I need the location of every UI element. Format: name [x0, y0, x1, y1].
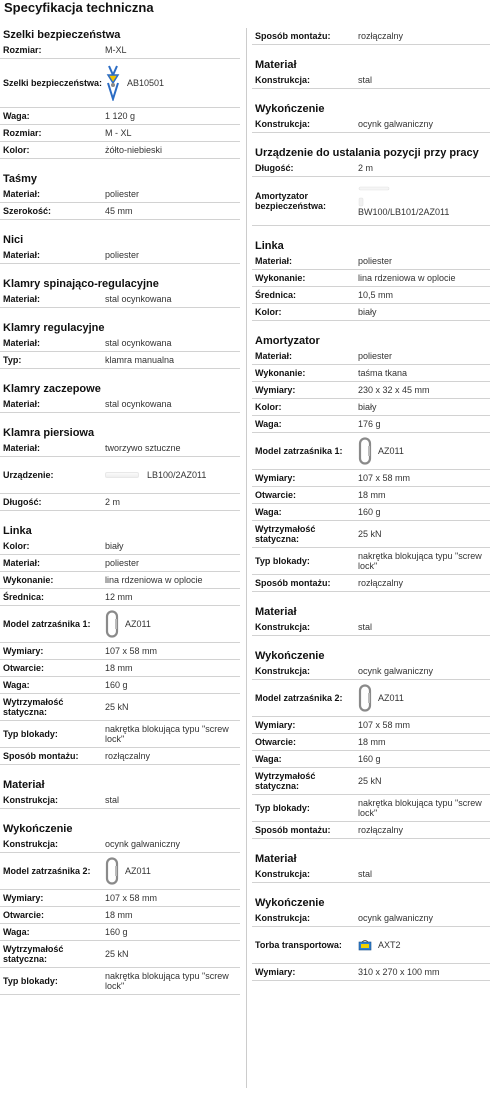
spec-row-konstrukcja [252, 72, 490, 89]
spec-label: Szerokość: [3, 206, 52, 216]
spec-row-otwarcie [0, 660, 240, 677]
spec-row-rozmiar [0, 125, 240, 142]
spec-value: 25 kN [358, 529, 382, 539]
spec-value [105, 610, 240, 638]
spec-row-otwarcie [252, 487, 490, 504]
spec-row-wymiary [252, 470, 490, 487]
spec-row-wymiary [252, 717, 490, 734]
section-title: Taśmy [3, 173, 38, 185]
spec-label: Materiał: [3, 189, 41, 199]
spec-label: Typ blokady: [3, 976, 58, 986]
spec-value: 310 x 270 x 100 mm [358, 967, 440, 977]
spec-label: Urządzenie: [3, 470, 54, 480]
section-title: Materiał [255, 59, 297, 71]
column-divider [246, 28, 247, 1088]
spec-label: Wymiary: [255, 967, 296, 977]
spec-value: biały [105, 541, 124, 551]
spec-label: Waga: [3, 927, 30, 937]
spec-row-srednica [252, 287, 490, 304]
spec-value: stal ocynkowana [105, 399, 172, 409]
spec-value: ocynk galwaniczny [358, 666, 434, 676]
spec-value-text: AZ011 [378, 446, 404, 456]
spec-label: Typ blokady: [3, 729, 58, 739]
right-column [252, 28, 490, 981]
section-straps [0, 172, 240, 220]
spec-value [358, 437, 490, 465]
spec-value: klamra manualna [105, 355, 175, 365]
carabiner-icon [105, 610, 119, 638]
absorber-product-icon [358, 185, 443, 207]
spec-label: Materiał: [3, 294, 41, 304]
spec-label: Rozmiar: [3, 128, 42, 138]
spec-label: Wymiary: [255, 385, 296, 395]
spec-value: 160 g [105, 680, 128, 690]
spec-row-wymiary [0, 890, 240, 907]
spec-value: 160 g [358, 754, 381, 764]
spec-label: Wykonanie: [3, 575, 54, 585]
spec-value: nakrętka blokująca typu "screw lock" [105, 724, 229, 744]
spec-label: Wytrzymałość statyczna: [3, 944, 64, 964]
spec-value-text: AZ011 [125, 866, 151, 876]
spec-value: ocynk galwaniczny [358, 913, 434, 923]
spec-label: Waga: [255, 419, 282, 429]
spec-value: rozłączalny [105, 751, 151, 761]
spec-value: 2 m [358, 163, 374, 173]
spec-label: Konstrukcja: [255, 622, 311, 632]
spec-value: 176 g [358, 419, 381, 429]
spec-value [358, 185, 490, 217]
spec-label: Kolor: [255, 307, 282, 317]
spec-label: Typ: [3, 355, 22, 365]
spec-label: Długość: [3, 497, 42, 507]
spec-value: 25 kN [358, 776, 382, 786]
section-title: Nici [3, 234, 24, 246]
spec-label: Waga: [255, 754, 282, 764]
spec-row-wykonanie [252, 270, 490, 287]
spec-label: Sposób montażu: [255, 825, 331, 835]
spec-label: Materiał: [3, 443, 41, 453]
spec-value-text: AZ011 [378, 693, 404, 703]
spec-row-szerokosc [0, 203, 240, 220]
section-finish [0, 822, 240, 995]
spec-row-model-zatrzasnika-2 [252, 680, 490, 717]
section-title: Amortyzator [255, 335, 320, 347]
spec-row-material [0, 396, 240, 413]
spec-row-typ-blokady [0, 721, 240, 748]
spec-row-dlugosc [0, 494, 240, 511]
section-title: Wykończenie [255, 103, 325, 115]
spec-label: Wykonanie: [255, 273, 306, 283]
section-title: Urządzenie do ustalania pozycji przy pracy [255, 147, 479, 159]
spec-row-material [0, 186, 240, 203]
spec-value: stal [358, 869, 373, 879]
carabiner-icon [358, 684, 372, 712]
spec-value: 107 x 58 mm [105, 893, 158, 903]
spec-row-otwarcie [0, 907, 240, 924]
section-title: Wykończenie [255, 897, 325, 909]
spec-value: stal [105, 795, 120, 805]
spec-row-material [252, 348, 490, 365]
section-title: Materiał [3, 779, 45, 791]
section-material2 [252, 605, 490, 636]
spec-value: stal [358, 622, 373, 632]
spec-label: Otwarcie: [255, 490, 297, 500]
spec-value: nakrętka blokująca typu "screw lock" [358, 551, 482, 571]
spec-label: Model zatrzaśnika 1: [255, 446, 343, 456]
spec-value: rozłączalny [358, 578, 404, 588]
spec-value: ocynk galwaniczny [358, 119, 434, 129]
spec-value: M-XL [105, 45, 127, 55]
spec-value: 160 g [358, 507, 381, 517]
section-finish2 [252, 649, 490, 839]
spec-value: 18 mm [105, 663, 133, 673]
spec-label: Materiał: [255, 351, 293, 361]
spec-row-waga [252, 751, 490, 768]
spec-value: biały [358, 402, 377, 412]
section-title: Klamry spinająco-regulacyjne [3, 278, 159, 290]
spec-label: Materiał: [255, 256, 293, 266]
spec-value: żółto-niebieski [105, 145, 163, 155]
spec-label: Sposób montażu: [3, 751, 79, 761]
spec-label: Waga: [3, 111, 30, 121]
spec-label: Rozmiar: [3, 45, 42, 55]
spec-value: 107 x 58 mm [105, 646, 158, 656]
spec-row-typ-blokady [0, 968, 240, 995]
section-positioning [252, 146, 490, 226]
spec-value: 230 x 32 x 45 mm [358, 385, 430, 395]
spec-value-text: LB100/2AZ011 [147, 470, 207, 480]
section-title: Klamry zaczepowe [3, 383, 101, 395]
spec-row-material [0, 291, 240, 308]
spec-value: 1 120 g [105, 111, 136, 121]
spec-row-otwarcie [252, 734, 490, 751]
spec-value: tworzywo sztuczne [105, 443, 181, 453]
spec-label: Wymiary: [3, 893, 44, 903]
spec-label: Otwarcie: [255, 737, 297, 747]
carabiner-icon [105, 857, 119, 885]
spec-label: Kolor: [3, 145, 30, 155]
section-chest [0, 426, 240, 511]
spec-label: Otwarcie: [3, 910, 45, 920]
spec-label: Amortyzator bezpieczeństwa: [255, 191, 327, 211]
spec-row-waga [252, 416, 490, 433]
spec-label: Otwarcie: [3, 663, 45, 673]
section-finish1 [252, 102, 490, 133]
section-rope [0, 524, 240, 765]
page-title: Specyfikacja techniczna [4, 0, 154, 15]
section-rope [252, 239, 490, 321]
spec-label: Konstrukcja: [3, 795, 59, 805]
spec-row-waga [0, 108, 240, 125]
spec-row-konstrukcja [252, 910, 490, 927]
section-buckles_adj [0, 277, 240, 308]
spec-value-text: AZ011 [125, 619, 151, 629]
spec-row-wytrzymalosc-statyczna [252, 521, 490, 548]
spec-value: poliester [105, 189, 140, 199]
spec-row-szelki-bezpieczenstwa [0, 59, 240, 108]
harness-product-icon [105, 65, 121, 101]
spec-value [358, 939, 490, 951]
spec-value: lina rdzeniowa w oplocie [105, 575, 203, 585]
section-absorber [252, 334, 490, 592]
spec-value: stal [358, 75, 373, 85]
spec-row-material [252, 253, 490, 270]
spec-label: Materiał: [3, 338, 41, 348]
section-title: Szelki bezpieczeństwa [3, 29, 121, 41]
spec-label: Materiał: [3, 250, 41, 260]
spec-value: biały [358, 307, 377, 317]
spec-row-model-zatrzasnika-1 [252, 433, 490, 470]
spec-value: 107 x 58 mm [358, 473, 411, 483]
section-title: Klamra piersiowa [3, 427, 95, 439]
spec-value: poliester [105, 558, 140, 568]
spec-value: stal ocynkowana [105, 294, 172, 304]
spec-value: poliester [358, 351, 393, 361]
section-title: Klamry regulacyjne [3, 322, 105, 334]
spec-row-sposob-montazu [252, 822, 490, 839]
spec-label: Średnica: [3, 592, 45, 602]
spec-value [105, 65, 240, 101]
spec-value [105, 470, 240, 480]
spec-value: 2 m [105, 497, 121, 507]
spec-row-material [0, 555, 240, 572]
spec-value: 18 mm [358, 490, 386, 500]
spec-row-typ-blokady [252, 795, 490, 822]
spec-row-kolor [252, 304, 490, 321]
spec-value: 25 kN [105, 702, 129, 712]
spec-row-wymiary [252, 382, 490, 399]
spec-label: Wymiary: [255, 720, 296, 730]
spec-label: Wykonanie: [255, 368, 306, 378]
spec-label: Model zatrzaśnika 1: [3, 619, 91, 629]
spec-label: Wymiary: [3, 646, 44, 656]
spec-label: Konstrukcja: [255, 869, 311, 879]
spec-label: Wymiary: [255, 473, 296, 483]
spec-label: Długość: [255, 163, 294, 173]
spec-row-material [0, 247, 240, 264]
spec-row-material [0, 440, 240, 457]
spec-row-wykonanie [252, 365, 490, 382]
spec-row-model-zatrzasnika-2 [0, 853, 240, 890]
spec-row-wytrzymalosc-statyczna [0, 694, 240, 721]
spec-row-kolor [0, 538, 240, 555]
spec-row-amortyzator-bezpieczenstwa [252, 177, 490, 226]
spec-value: 107 x 58 mm [358, 720, 411, 730]
spec-value-text: AXT2 [378, 940, 401, 950]
spec-value: stal ocynkowana [105, 338, 172, 348]
spec-row-kolor [252, 399, 490, 416]
section-buckles_reg [0, 321, 240, 369]
spec-label: Średnica: [255, 290, 297, 300]
section-threads [0, 233, 240, 264]
spec-value: 12 mm [105, 592, 133, 602]
spec-label: Typ blokady: [255, 803, 310, 813]
spec-row-material [0, 335, 240, 352]
section-material3 [252, 852, 490, 883]
left-column [0, 28, 240, 995]
spec-value: nakrętka blokująca typu "screw lock" [105, 971, 229, 991]
spec-row-konstrukcja [252, 663, 490, 680]
spec-label: Sposób montażu: [255, 31, 331, 41]
section-harness [0, 28, 240, 159]
spec-row-konstrukcja [0, 836, 240, 853]
spec-row-wytrzymalosc-statyczna [252, 768, 490, 795]
spec-value: 45 mm [105, 206, 133, 216]
spec-row-konstrukcja [0, 792, 240, 809]
spec-value: M - XL [105, 128, 132, 138]
spec-value: 10,5 mm [358, 290, 394, 300]
spec-label: Konstrukcja: [3, 839, 59, 849]
section-buckles_hook [0, 382, 240, 413]
spec-label: Torba transportowa: [255, 940, 342, 950]
spec-label: Wytrzymałość statyczna: [255, 771, 316, 791]
section-top [252, 28, 490, 45]
section-title: Linka [3, 525, 32, 537]
spec-label: Kolor: [3, 541, 30, 551]
section-material1 [252, 58, 490, 89]
carabiner-icon [358, 437, 372, 465]
spec-value: 160 g [105, 927, 128, 937]
spec-row-konstrukcja [252, 619, 490, 636]
spec-label: Konstrukcja: [255, 75, 311, 85]
spec-value [105, 857, 240, 885]
section-material [0, 778, 240, 809]
section-title: Wykończenie [3, 823, 73, 835]
spec-row-sposob-montazu [252, 28, 490, 45]
spec-label: Konstrukcja: [255, 666, 311, 676]
spec-row-wykonanie [0, 572, 240, 589]
spec-label: Sposób montażu: [255, 578, 331, 588]
spec-row-rozmiar [0, 42, 240, 59]
spec-value: 25 kN [105, 949, 129, 959]
spec-label: Wytrzymałość statyczna: [3, 697, 64, 717]
spec-label: Konstrukcja: [255, 913, 311, 923]
bag-product-icon [358, 939, 372, 951]
spec-label: Szelki bezpieczeństwa: [3, 78, 103, 88]
spec-value-text: BW100/LB101/2AZ011 [358, 207, 450, 217]
spec-row-typ [0, 352, 240, 369]
spec-row-typ-blokady [252, 548, 490, 575]
spec-value: poliester [105, 250, 140, 260]
spec-value [358, 684, 490, 712]
spec-label: Waga: [255, 507, 282, 517]
spec-row-sposob-montazu [252, 575, 490, 592]
spec-label: Materiał: [3, 558, 41, 568]
spec-row-wytrzymalosc-statyczna [0, 941, 240, 968]
spec-row-torba-transportowa [252, 927, 490, 964]
spec-value: poliester [358, 256, 393, 266]
spec-label: Wytrzymałość statyczna: [255, 524, 316, 544]
spec-row-kolor [0, 142, 240, 159]
spec-row-waga [0, 677, 240, 694]
spec-row-sposob-montazu [0, 748, 240, 765]
spec-label: Model zatrzaśnika 2: [255, 693, 343, 703]
spec-value: rozłączalny [358, 825, 404, 835]
spec-row-konstrukcja [252, 866, 490, 883]
spec-row-srednica [0, 589, 240, 606]
spec-value: nakrętka blokująca typu "screw lock" [358, 798, 482, 818]
spec-row-model-zatrzasnika-1 [0, 606, 240, 643]
spec-row-konstrukcja [252, 116, 490, 133]
spec-value-text: AB10501 [127, 78, 165, 88]
section-title: Linka [255, 240, 284, 252]
section-title: Materiał [255, 606, 297, 618]
section-title: Wykończenie [255, 650, 325, 662]
section-title: Materiał [255, 853, 297, 865]
spec-label: Materiał: [3, 399, 41, 409]
lanyard-product-icon [105, 470, 141, 480]
spec-label: Model zatrzaśnika 2: [3, 866, 91, 876]
spec-value: taśma tkana [358, 368, 408, 378]
spec-row-dlugosc [252, 160, 490, 177]
spec-value: 18 mm [358, 737, 386, 747]
spec-value: lina rdzeniowa w oplocie [358, 273, 456, 283]
spec-label: Typ blokady: [255, 556, 310, 566]
spec-label: Waga: [3, 680, 30, 690]
spec-value: ocynk galwaniczny [105, 839, 181, 849]
spec-label: Kolor: [255, 402, 282, 412]
spec-row-wymiary [252, 964, 490, 981]
spec-row-wymiary [0, 643, 240, 660]
absorber-value-stack [358, 185, 449, 217]
spec-row-urzadzenie [0, 457, 240, 494]
section-finish3 [252, 896, 490, 981]
spec-value: 18 mm [105, 910, 133, 920]
spec-row-waga [0, 924, 240, 941]
spec-value: rozłączalny [358, 31, 404, 41]
spec-label: Konstrukcja: [255, 119, 311, 129]
spec-row-waga [252, 504, 490, 521]
